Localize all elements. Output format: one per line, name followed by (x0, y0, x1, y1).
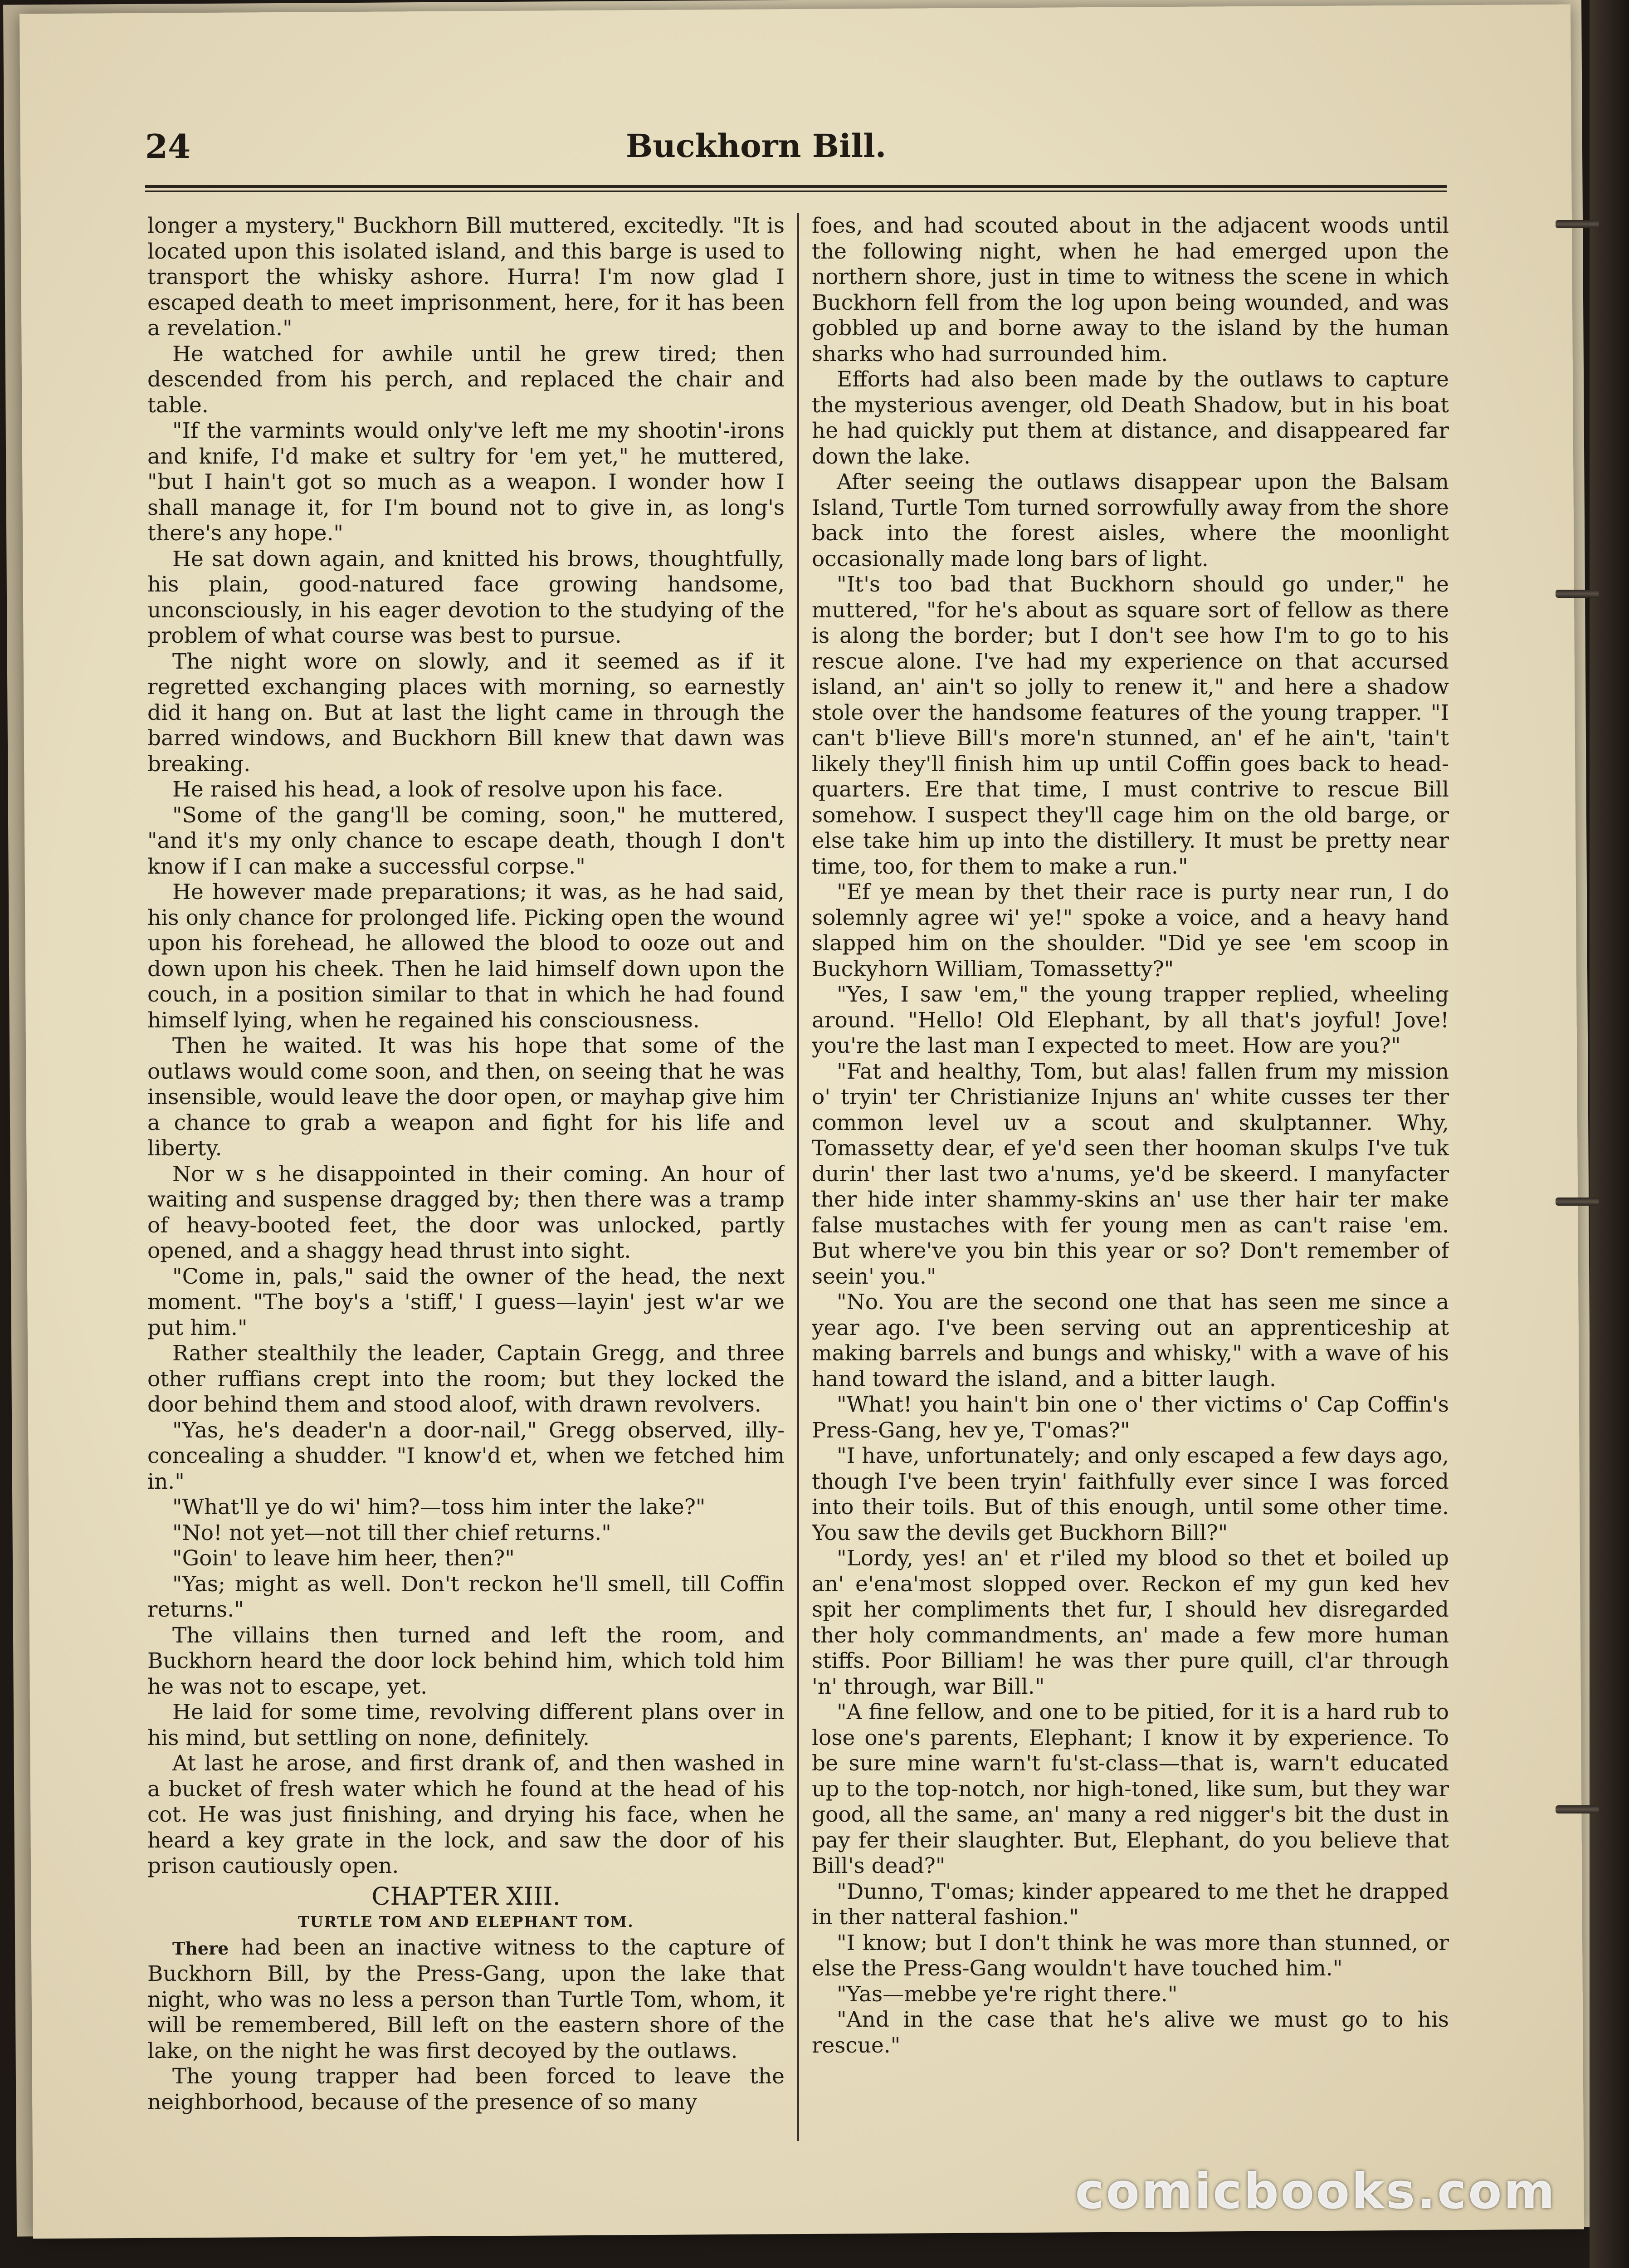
paragraph: "Yes, I saw 'em," the young trapper replied, wheeling around. "Hello! Old Elephant, by all that's joyful! Jove! you're the last man I expected to meet. How are you?" (812, 982, 1449, 1058)
paragraph: "A fine fellow, and one to be pitied, for it is a hard rub to lose one's parents, Elephant; I know it by experience. To be sure mine warn't fu'st-class—that is, warn't educated up to the top-notch, nor high-toned, like sum, but they war good, all the same, an' many a red nigger's bit the dust in pay fer their slaughter. But, Elephant, do you believe that Bill's dead?" (812, 1700, 1449, 1878)
paragraph: "Goin' to leave him heer, then?" (172, 1546, 515, 1571)
paragraph: Efforts had also been made by the outlaws to capture the mysterious avenger, old Death Shadow, but in his boat he had quickly put them at distance, and disappeared far down the lake. (812, 367, 1449, 469)
paragraph-text: had been an inactive witness to the capture of Buckhorn Bill, by the Press-Gang, upon the lake that night, who was no less a person than Turtle Tom, whom, it will be remembered, Bill left on the eastern shore of the lake, on the night he was first decoyed by the outlaws. (147, 1935, 785, 2063)
paragraph: "What'll ye do wi' him?—toss him inter the lake?" (172, 1495, 706, 1520)
chapter-opening-paragraph (147, 1935, 785, 2064)
chapter-subtitle: TURTLE TOM AND ELEPHANT TOM. (298, 1913, 634, 1931)
paragraph: He however made preparations; it was, as he had said, his only chance for prolonged life. Picking open the wound upon his forehead, he allowed the blood to ooze out and down upon his cheek. Then he laid himself down upon the couch, in a position similar to that in which he had found himself lying, when he regained his consciousness. (147, 880, 785, 1033)
paragraph: Nor w s he disappointed in their coming. An hour of waiting and suspense dragged by; then there was a tramp of heavy-booted feet, the door was unlocked, partly opened, and a shaggy head thrust into sight. (147, 1161, 785, 1263)
page-number: 24 (145, 127, 191, 166)
running-title: Buckhorn Bill. (626, 127, 887, 165)
paragraph: "And in the case that he's alive we must go to his rescue." (812, 2007, 1449, 2058)
staple-icon (1556, 1198, 1599, 1206)
paragraph: The night wore on slowly, and it seemed as if it regretted exchanging places with morning, so earnestly did it hang on. But at last the light came in through the barred windows, and Buckhorn Bill knew that dawn was breaking. (147, 649, 785, 777)
paragraph: "Ef ye mean by thet their race is purty near run, I do solemnly agree wi' ye!" spoke a voice, and a heavy hand slapped him on the shoulder. "Did ye see 'em scoop in Buckyhorn William, Tomassetty?" (812, 880, 1449, 982)
paragraph: Then he waited. It was his hope that some of the outlaws would come soon, and then, on seeing that he was insensible, would leave the door open, or mayhap give him a chance to grab a weapon and fight for his life and liberty. (147, 1033, 785, 1161)
paragraph: The young trapper had been forced to leave the neighborhood, because of the presence of so many (147, 2064, 785, 2115)
paragraph: "Yas, he's deader'n a door-nail," Gregg observed, illy-concealing a shudder. "I know'd et, when we fetched him in." (147, 1418, 785, 1494)
lead-word: There (172, 1938, 229, 1959)
page-header (145, 122, 1447, 177)
paragraph: "Lordy, yes! an' et r'iled my blood so thet et boiled up an' e'ena'most slopped over. Reckon ef my gun ked hev spit her compliments thet fur, I should hev disregarded ther holy commandments, an' made a few more human stiffs. Poor Billiam! he was ther pure quill, cl'ar through 'n' through, war Bill." (812, 1546, 1449, 1699)
paragraph: He raised his head, a look of resolve upon his face. (172, 777, 724, 802)
paragraph: Rather stealthily the leader, Captain Gregg, and three other ruffians crept into the room; but they locked the door behind them and stood aloof, with drawn revolvers. (147, 1341, 785, 1417)
binding-edge (1590, 0, 1629, 2268)
paragraph: "No. You are the second one that has seen me since a year ago. I've been serving out an apprenticeship at making barrels and bungs and whisky," with a wave of his hand toward the island, and a bitter laugh. (812, 1290, 1449, 1392)
paragraph: foes, and had scouted about in the adjacent woods until the following night, when he had emerged upon the northern shore, just in time to witness the scene in which Buckhorn fell from the log upon being wounded, and was gobbled up and borne away to the island by the human sharks who had surrounded him. (812, 213, 1449, 367)
staple-icon (1556, 1805, 1599, 1813)
header-rule-thin (145, 191, 1447, 192)
paragraph: "Some of the gang'll be coming, soon," he muttered, "and it's my only chance to escape death, though I don't know if I can make a successful corpse." (147, 802, 785, 879)
paragraph: "I know; but I don't think he was more than stunned, or else the Press-Gang wouldn't have touched him." (812, 1930, 1449, 1981)
paragraph: "Come in, pals," said the owner of the head, the next moment. "The boy's a 'stiff,' I guess—layin' jest w'ar we put him." (147, 1264, 785, 1340)
paragraph: He laid for some time, revolving different plans over in his mind, but settling on none, definitely. (147, 1700, 785, 1750)
paragraph: "Yas—mebbe ye're right there." (837, 1981, 1178, 2007)
paragraph: He sat down again, and knitted his brows, thoughtfully, his plain, good-natured face growing handsome, unconsciously, in his eager devotion to the studying of the problem of what course was best to pursue. (147, 546, 785, 648)
paragraph: He watched for awhile until he grew tired; then descended from his perch, and replaced the chair and table. (147, 341, 785, 418)
paragraph: "No! not yet—not till ther chief returns." (172, 1520, 611, 1545)
paragraph: "Dunno, T'omas; kinder appeared to me thet he drapped in ther natteral fashion." (812, 1879, 1449, 1930)
paragraph: "If the varmints would only've left me my shootin'-irons and knife, I'd make et sultry for 'em yet," he muttered, "but I hain't got so much as a weapon. I wonder how I shall manage it, for I'm bound not to give in, as long's there's any hope." (147, 418, 785, 546)
watermark: comicbooks.com (1075, 2163, 1556, 2220)
paragraph: "It's too bad that Buckhorn should go under," he muttered, "for he's about as square sort of fellow as there is along the border; but I don't see how I'm to go to his rescue alone. I've had my experience on that accursed island, an' ain't so jolly to renew it," and here a shadow stole over the handsome features of the young trapper. "I can't b'lieve Bill's more'n stunned, an' ef he ain't, 'tain't likely they'll finish him up until Coffin goes back to head-quarters. Ere that time, I must contrive to rescue Bill somehow. I suspect they'll cage him on the old barge, or else take him up into the distillery. It must be pretty near time, too, for them to make a run." (812, 572, 1449, 879)
staple-icon (1556, 220, 1599, 228)
chapter-title: CHAPTER XIII. (371, 1882, 561, 1911)
paragraph: "Yas; might as well. Don't reckon he'll smell, till Coffin returns." (147, 1571, 785, 1622)
paragraph: "What! you hain't bin one o' ther victims o' Cap Coffin's Press-Gang, hev ye, T'omas?" (812, 1392, 1449, 1443)
paragraph: At last he arose, and first drank of, and then washed in a bucket of fresh water which he found at the head of his cot. He was just finishing, and drying his face, when he heard a key grate in the lock, and saw the door of his prison cautiously open. (147, 1751, 785, 1878)
paragraph: longer a mystery," Buckhorn Bill muttered, excitedly. "It is located upon this isolated island, and this barge is used to transport the whisky ashore. Hurra! I'm now glad I escaped death to meet imprisonment, here, for it has been a revelation." (147, 213, 785, 341)
paragraph: After seeing the outlaws disappear upon the Balsam Island, Turtle Tom turned sorrowfully away from the shore back into the forest aisles, where the moonlight occasionally made long bars of light. (812, 469, 1449, 572)
staple-icon (1556, 590, 1599, 598)
header-rule (145, 185, 1447, 188)
left-column (147, 213, 785, 2141)
column-divider (797, 213, 799, 2141)
paragraph: The villains then turned and left the room, and Buckhorn heard the door lock behind him, which told him he was not to escape, yet. (147, 1623, 785, 1699)
right-column (812, 213, 1449, 2141)
paragraph: "Fat and healthy, Tom, but alas! fallen frum my mission o' tryin' ter Christianize Injuns an' white cusses ter ther common level uv a scout and skulptanner. Why, Tomassetty dear, ef ye'd seen ther hooman skulps I've tuk durin' ther last two a'nums, ye'd be skeerd. I manyfacter ther hide inter shammy-skins an' use ther hair ter make false mustaches with fer young men as can't raise 'em. But where've you bin this year or so? Don't remember of seein' you." (812, 1059, 1449, 1289)
paragraph: "I have, unfortunately; and only escaped a few days ago, though I've been tryin' faithfully ever since I was forced into their toils. But of this enough, until some other time. You saw the devils get Buckhorn Bill?" (812, 1443, 1449, 1545)
